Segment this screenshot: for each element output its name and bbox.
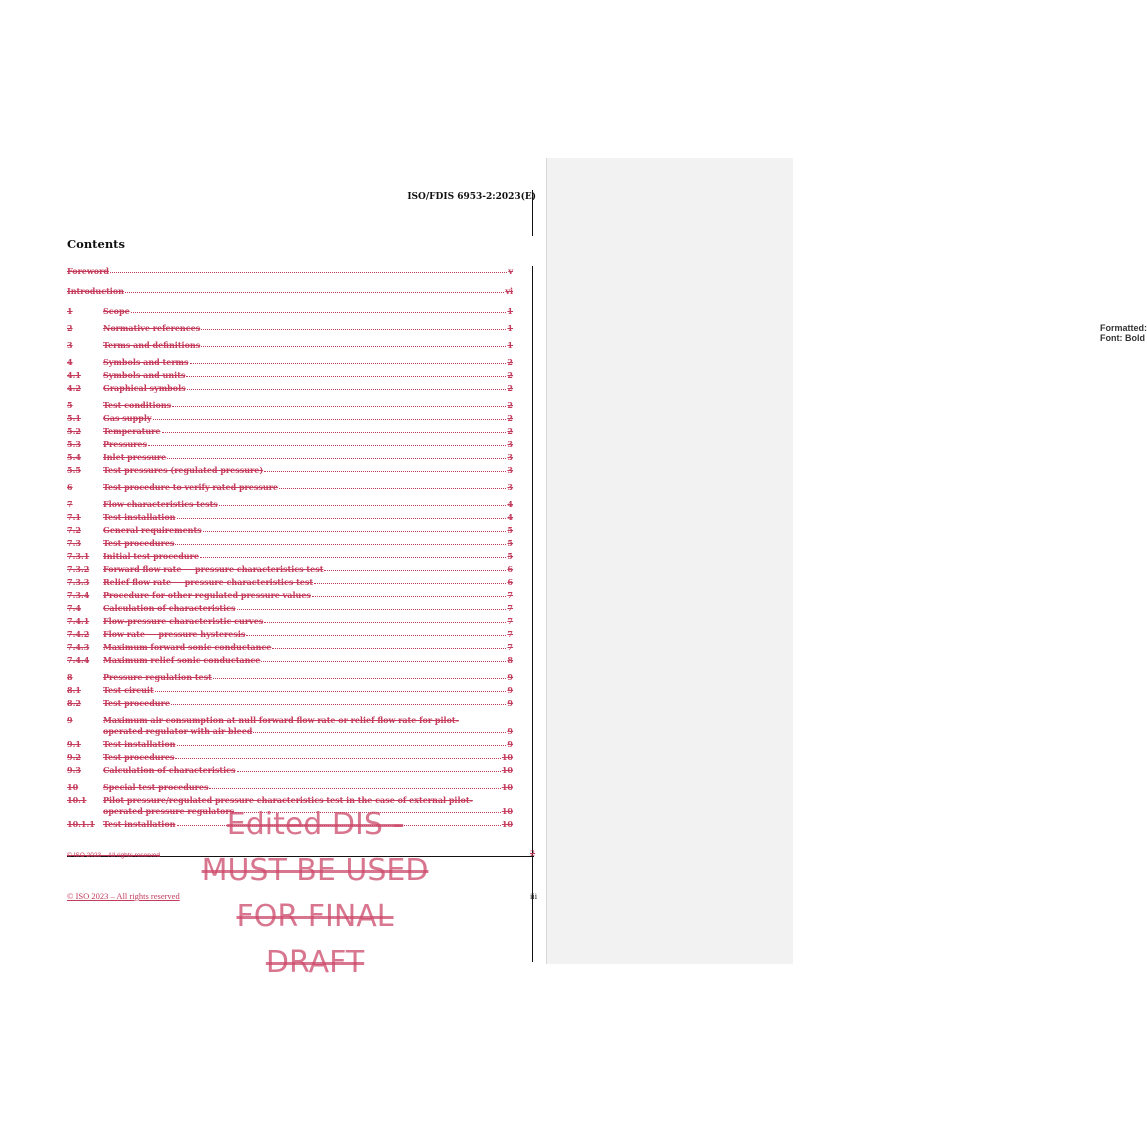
toc-entry[interactable] (67, 426, 513, 436)
toc-entry[interactable] (67, 452, 513, 462)
toc-entry[interactable] (67, 306, 513, 316)
toc-entry-page: 2 (507, 413, 513, 423)
toc-leader-dots (201, 328, 506, 330)
toc-leader-dots (209, 787, 500, 789)
toc-entry-number: 7.3.2 (67, 564, 90, 574)
toc-entry-page: 6 (507, 564, 513, 574)
toc-entry-title: Calculation of characteristics (103, 765, 236, 775)
toc-entry-page: 2 (507, 383, 513, 393)
toc-entry[interactable] (67, 739, 513, 749)
toc-entry-title: Temperature (103, 426, 161, 436)
toc-leader-dots (110, 271, 507, 273)
toc-entry[interactable] (67, 564, 513, 574)
toc-entry[interactable] (67, 629, 513, 639)
toc-entry-number: 5.3 (67, 439, 81, 449)
comment-label: Formatted: Font: Bold (1100, 323, 1147, 343)
toc-leader-dots (172, 405, 506, 407)
toc-entry[interactable] (67, 616, 513, 626)
toc-entry-number: 4 (67, 357, 73, 367)
toc-entry-page: 10 (501, 806, 513, 816)
toc-entry-number: 8.1 (67, 685, 81, 695)
toc-leader-dots (246, 634, 506, 636)
toc-entry-page: 7 (507, 616, 513, 626)
toc-entry[interactable] (67, 286, 513, 296)
toc-entry-title: Symbols and terms (103, 357, 189, 367)
toc-entry-number: 10 (67, 782, 79, 792)
toc-entry-page: 9 (507, 698, 513, 708)
toc-leader-dots (177, 744, 507, 746)
toc-leader-dots (312, 595, 506, 597)
toc-entry-page: 9 (507, 672, 513, 682)
deleted-footer-page-number: 2 (530, 849, 536, 858)
toc-entry-continuation[interactable] (67, 806, 513, 816)
toc-entry-page: 10 (501, 819, 513, 829)
toc-entry-page: 10 (501, 765, 513, 775)
toc-leader-dots (264, 621, 506, 623)
toc-leader-dots (175, 543, 506, 545)
contents-heading: Contents (67, 237, 125, 251)
toc-entry[interactable] (67, 465, 513, 475)
toc-entry-number: 2 (67, 323, 73, 333)
toc-entry-title: Flow-pressure characteristic curves (103, 616, 264, 626)
toc-entry-page: 6 (507, 577, 513, 587)
toc-entry-number: 5.5 (67, 465, 81, 475)
toc-entry[interactable] (67, 590, 513, 600)
toc-entry[interactable] (67, 482, 513, 492)
toc-leader-dots (213, 677, 507, 679)
toc-entry-title: Test installation (103, 739, 176, 749)
toc-entry-page: 9 (507, 726, 513, 736)
toc-entry-page: 5 (507, 551, 513, 561)
toc-entry-number: 10.1 (67, 795, 87, 805)
toc-entry-number: 7.4 (67, 603, 81, 613)
watermark-line: DRAFT (265, 945, 365, 980)
toc-leader-dots (175, 757, 500, 759)
toc-entry[interactable] (67, 765, 513, 775)
toc-entry[interactable] (67, 525, 513, 535)
toc-entry-page: 2 (507, 400, 513, 410)
watermark-line: FOR FINAL (236, 899, 394, 934)
watermark-line: Edited DIS - (226, 807, 404, 842)
toc-leader-dots (171, 703, 506, 705)
toc-entry-title: Maximum air consumption at null forward flow rate or relief flow rate for pilot- (103, 715, 459, 725)
toc-entry-page: 4 (507, 512, 513, 522)
toc-entry-number: 7.3.4 (67, 590, 90, 600)
toc-leader-dots (187, 388, 507, 390)
toc-entry[interactable] (67, 642, 513, 652)
toc-entry[interactable] (67, 655, 513, 665)
toc-entry[interactable] (67, 577, 513, 587)
toc-leader-dots (155, 690, 507, 692)
toc-entry-title: Normative references (103, 323, 201, 333)
toc-leader-dots (186, 375, 506, 377)
toc-entry-page: 1 (507, 306, 513, 316)
toc-leader-dots (162, 431, 507, 433)
footer-copyright: © ISO 2023 – All rights reserved (67, 891, 180, 901)
toc-leader-dots (131, 311, 507, 313)
toc-entry-title: Test installation (103, 512, 176, 522)
toc-entry-title: Relief flow rate — pressure characteristics test (103, 577, 314, 587)
toc-entry-number: 7.4.2 (67, 629, 90, 639)
toc-entry-page: 7 (507, 629, 513, 639)
toc-entry-title: Test procedure (103, 698, 170, 708)
toc-leader-dots (153, 418, 507, 420)
watermark (140, 802, 490, 986)
toc-entry-number: 10.1.1 (67, 819, 95, 829)
toc-entry-page: 4 (507, 499, 513, 509)
toc-entry-number: 7.3.1 (67, 551, 90, 561)
toc-leader-dots (237, 770, 501, 772)
toc-entry-page: 1 (507, 323, 513, 333)
toc-entry-number: 7.1 (67, 512, 81, 522)
toc-leader-dots (190, 362, 507, 364)
toc-entry-title: Test pressures (regulated pressure) (103, 465, 264, 475)
toc-entry-page: 3 (507, 452, 513, 462)
toc-entry-number: 6 (67, 482, 73, 492)
toc-entry-page: 3 (507, 482, 513, 492)
toc-entry-page: v (508, 266, 513, 276)
toc-entry-page: 2 (507, 357, 513, 367)
toc-leader-dots (177, 824, 501, 826)
toc-entry-title: Test installation (103, 819, 176, 829)
toc-entry-title: Special test procedures (103, 782, 209, 792)
comment-pane (546, 158, 1147, 964)
toc-entry-title-continued: operated regulator with air bleed (103, 726, 253, 736)
toc-entry-number: 9.3 (67, 765, 81, 775)
toc-entry-title: Introduction (67, 286, 124, 296)
toc-entry-page: 9 (507, 685, 513, 695)
toc-entry-page: 3 (507, 439, 513, 449)
pane-divider (546, 158, 547, 964)
toc-entry[interactable] (67, 266, 513, 276)
toc-entry-title: Test procedure to verify rated pressure (103, 482, 278, 492)
toc-entry-title: Test circuit (103, 685, 154, 695)
toc-entry-number: 3 (67, 340, 73, 350)
toc-entry[interactable] (67, 685, 513, 695)
toc-leader-dots (203, 530, 507, 532)
document-id: ISO/FDIS 6953-2:2023(E) (407, 192, 536, 202)
toc-entry-continuation[interactable] (67, 726, 513, 736)
toc-entry[interactable] (67, 672, 513, 682)
toc-entry-title: Procedure for other regulated pressure values (103, 590, 311, 600)
toc-entry[interactable] (67, 512, 513, 522)
watermark-line: MUST BE USED (201, 853, 429, 888)
toc-entry[interactable] (67, 819, 513, 829)
toc-entry-number: 9.1 (67, 739, 81, 749)
toc-entry-page: 1 (507, 340, 513, 350)
toc-entry[interactable] (67, 383, 513, 393)
toc-entry[interactable] (67, 603, 513, 613)
toc-leader-dots (324, 569, 506, 571)
toc-entry[interactable] (67, 551, 513, 561)
toc-entry[interactable] (67, 357, 513, 367)
toc-entry[interactable] (67, 782, 513, 792)
toc-leader-dots (148, 444, 506, 446)
toc-entry-title: Foreword (67, 266, 109, 276)
toc-entry-title: Flow characteristics tests (103, 499, 218, 509)
toc-leader-dots (125, 291, 504, 293)
toc-entry-number: 7.2 (67, 525, 81, 535)
toc-entry-title: Test conditions (103, 400, 172, 410)
toc-entry-title: Maximum relief sonic conductance (103, 655, 261, 665)
toc-entry-number: 9.2 (67, 752, 81, 762)
toc-entry-title: Gas supply (103, 413, 152, 423)
toc-leader-dots (272, 647, 506, 649)
toc-entry-page: vi (505, 286, 513, 296)
toc-entry-number: 9 (67, 715, 73, 725)
toc-entry-number: 5 (67, 400, 73, 410)
deleted-footer-copyright: © ISO 2023 – All rights reserved (67, 852, 160, 859)
toc-entry[interactable] (67, 752, 513, 762)
toc-entry-number: 4.1 (67, 370, 81, 380)
toc-entry-number: 7.3.3 (67, 577, 90, 587)
toc-leader-dots (167, 457, 506, 459)
toc-leader-dots (200, 556, 506, 558)
toc-leader-dots (279, 487, 506, 489)
toc-entry-title: Test procedures (103, 538, 175, 548)
toc-entry[interactable] (67, 413, 513, 423)
toc-entry-title: Flow rate — pressure hysteresis (103, 629, 246, 639)
toc-entry-number: 8.2 (67, 698, 81, 708)
toc-entry-title: Initial test procedure (103, 551, 199, 561)
toc-entry-number: 5.1 (67, 413, 81, 423)
toc-entry-number: 5.2 (67, 426, 81, 436)
toc-entry-title: Pressures (103, 439, 147, 449)
toc-entry-title: Terms and definitions (103, 340, 201, 350)
toc-leader-dots (314, 582, 506, 584)
toc-entry-number: 4.2 (67, 383, 81, 393)
toc-entry-title: Calculation of characteristics (103, 603, 236, 613)
toc-entry-title: Test procedures (103, 752, 175, 762)
toc-entry-page: 3 (507, 465, 513, 475)
toc-entry-page: 7 (507, 642, 513, 652)
toc-entry-page: 5 (507, 525, 513, 535)
toc-leader-dots (201, 345, 506, 347)
toc-entry-page: 8 (507, 655, 513, 665)
toc-entry-page: 5 (507, 538, 513, 548)
toc-entry-page: 10 (501, 752, 513, 762)
toc-leader-dots (235, 811, 501, 813)
toc-entry-number: 7.3 (67, 538, 81, 548)
toc-entry[interactable] (67, 795, 513, 805)
toc-entry[interactable] (67, 698, 513, 708)
toc-leader-dots (264, 470, 506, 472)
toc-leader-dots (237, 608, 507, 610)
toc-entry[interactable] (67, 499, 513, 509)
toc-entry[interactable] (67, 370, 513, 380)
toc-entry-page: 7 (507, 590, 513, 600)
toc-entry-title: Pressure regulation test (103, 672, 212, 682)
toc-entry[interactable] (67, 538, 513, 548)
toc-entry-title-continued: operated pressure regulators (103, 806, 235, 816)
toc-entry[interactable] (67, 439, 513, 449)
toc-entry-number: 7.4.1 (67, 616, 90, 626)
toc-leader-dots (261, 660, 506, 662)
toc-entry-title: Forward flow rate — pressure characteristics test (103, 564, 324, 574)
toc-entry-page: 10 (501, 782, 513, 792)
toc-entry-page: 2 (507, 426, 513, 436)
toc-entry-title: Graphical symbols (103, 383, 186, 393)
toc-entry[interactable] (67, 715, 513, 725)
toc-entry-page: 7 (507, 603, 513, 613)
toc-leader-dots (253, 731, 506, 733)
toc-entry-page: 9 (507, 739, 513, 749)
toc-entry-title: Symbols and units (103, 370, 186, 380)
toc-leader-dots (177, 517, 507, 519)
toc-entry[interactable] (67, 340, 513, 350)
toc-entry-number: 1 (67, 306, 73, 316)
toc-entry-number: 7.4.4 (67, 655, 90, 665)
toc-entry-title: Scope (103, 306, 130, 316)
toc-entry-title: General requirements (103, 525, 202, 535)
toc-entry-title: Maximum forward sonic conductance (103, 642, 272, 652)
toc-entry[interactable] (67, 323, 513, 333)
toc-leader-dots (219, 504, 507, 506)
toc-entry-number: 7.4.3 (67, 642, 90, 652)
toc-entry-page: 2 (507, 370, 513, 380)
footer-page-number: iii (530, 891, 538, 901)
toc-entry-number: 8 (67, 672, 73, 682)
toc-entry-title: Inlet pressure (103, 452, 167, 462)
toc-entry[interactable] (67, 400, 513, 410)
toc-entry-number: 5.4 (67, 452, 81, 462)
toc-entry-title: Pilot pressure/regulated pressure characteristics test in the case of external pilot- (103, 795, 473, 805)
toc-entry-number: 7 (67, 499, 73, 509)
